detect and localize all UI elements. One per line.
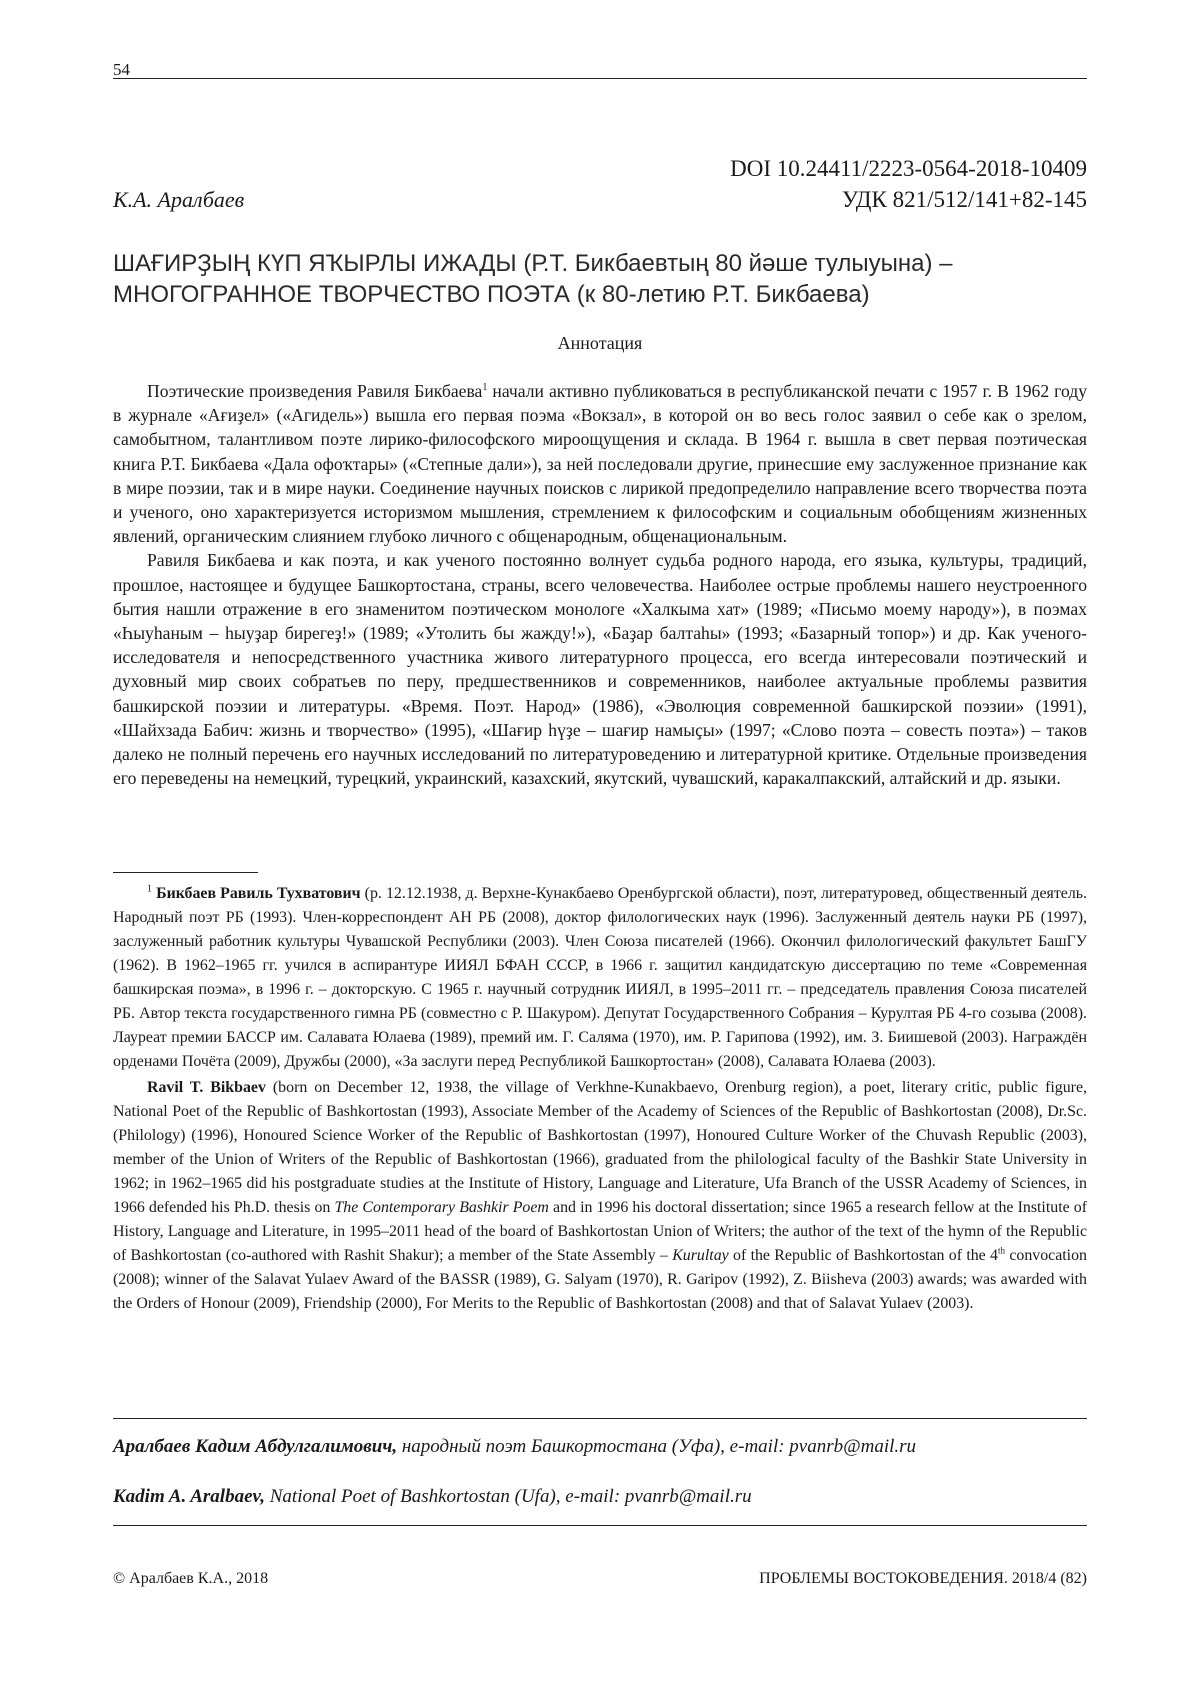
author-name: К.А. Аралбаев — [113, 187, 245, 212]
annotation-p1-start: Поэтические произведения Равиля Бикбаева — [147, 381, 483, 401]
author-info-en-name: Kadim A. Aralbaev, — [113, 1486, 265, 1507]
author-info-english — [113, 1486, 1087, 1508]
footnote-number: 1 — [147, 883, 152, 895]
author-info-ru-name: Аралбаев Кадим Абдулгалимович, — [113, 1436, 398, 1457]
footnote — [113, 882, 1087, 1316]
footnote-ru-name: Бикбаев Равиль Тухватович — [156, 885, 361, 902]
footnote-en-thesis-title: The Contemporary Bashkir Poem — [334, 1199, 549, 1216]
footnote-en-name: Ravil T. Bikbaev — [147, 1079, 266, 1096]
article-title — [113, 248, 1087, 310]
footnote-en-ordinal: th — [998, 1245, 1006, 1256]
annotation-body — [113, 379, 1087, 790]
author-info-russian — [113, 1436, 1087, 1458]
title-line-1: ШАҒИРҘЫҢ КҮП ЯҠЫРЛЫ ИЖАДЫ (Р.Т. Бикбаевтың 80 йәше тулыуына) – — [113, 250, 953, 277]
header-rule — [113, 78, 1087, 79]
footnote-en-text-d: convocation (2008); winner of the Salavat Yulaev Award of the BASSR (1989), G. Salyam (1970), R. Garipov (1992), Z. Biisheva (2003) awards; was awarded with the Orders of Honour (2009), Friendship (2000), For Merits to the Republic of Bashkortostan (2008) and that of Salavat Yulaev (2003). — [113, 1247, 1087, 1312]
annotation-heading: Аннотация — [557, 333, 643, 353]
author-info-en-text: National Poet of Bashkortostan (Ufa), e-mail: pvanrb@mail.ru — [265, 1486, 752, 1507]
footnote-en-kurultay: Kurultay — [672, 1247, 729, 1264]
footnote-separator — [113, 872, 258, 873]
footnote-en-text-c: of the Republic of Bashkortostan of the 4 — [728, 1247, 998, 1264]
annotation-p1-rest: начали активно публиковаться в республиканской печати с 1957 г. В 1962 году в журнале «Ағиҙел» («Агидель») вышла его первая поэма «Вокзал», в которой он во весь голос заявил о себе как о зрелом, самобытном, талантливом поэте лирико-философского мироощущения и склада. В 1964 г. вышла в свет первая поэтическая книга Р.Т. Бикбаева «Дала офоҡтары» («Степные дали»), за ней последовали другие, принесшие ему заслуженное признание как в мире поэзии, так и в мире науки. Соединение научных поисков с лирикой предопределило направление всего творчества поэта и ученого, оно характеризуется историзмом мышления, стремлением к философским и социальным обобщениям жизненных явлений, органическим слиянием глубоко личного с общенародным, общенациональным. — [113, 381, 1087, 547]
footnote-en-text-a: (born on December 12, 1938, the village of Verkhne-Kunakbaevo, Orenburg region), a poet, literary critic, public figure, National Poet of the Republic of Bashkortostan (1993), Associate Member of the Academy of Sciences of the Republic of Bashkortostan (2008), Dr.Sc. (Philology) (1996), Honoured Science Worker of the Republic of Bashkortostan (1997), Honoured Culture Worker of the Chuvash Republic (2003), member of the Union of Writers of the Republic of Bashkortostan (1966), graduated from the philological faculty of the Bashkir State University in 1962; in 1962–1965 did his postgraduate studies at the Institute of History, Language and Literature, Ufa Branch of the USSR Academy of Sciences, in 1966 defended his Ph.D. thesis on — [113, 1079, 1087, 1216]
doi: DOI 10.24411/2223-0564-2018-10409 — [730, 156, 1087, 181]
udk-code: УДК 821/512/141+82-145 — [841, 187, 1087, 212]
title-line-2: МНОГОГРАННОЕ ТВОРЧЕСТВО ПОЭТА (к 80-летию Р.Т. Бикбаева) — [113, 281, 870, 308]
annotation-paragraph-2: Равиля Бикбаева и как поэта, и как ученого постоянно волнует судьба родного народа, его языка, культуры, традиций, прошлое, настоящее и будущее Башкортостана, страны, всего человечества. Наиболее острые проблемы нашего неустроенного бытия нашли отражение в его знаменитом поэтическом монологе «Халкыма хат» (1989; «Письмо моему народу»), в поэмах «Һыуһаным – һыуҙар бирегеҙ!» (1989; «Утолить бы жажду!»), «Баҙар балтаһы» (1993; «Базарный топор») и др. Как ученого-исследователя и непосредственного участника живого литературного процесса, его всегда интересовали поэтический и духовный мир своих собратьев по перу, предшественников и современников, наиболее актуальные проблемы развития башкирской поэзии и литературы. «Время. Поэт. Народ» (1986), «Эволюция современной башкирской поэзии» (1991), «Шайхзада Бабич: жизнь и творчество» (1995), «Шағир һүҙе – шағир намыҫы» (1997; «Слово поэта – совесть поэта») – таков далеко не полный перечень его научных исследований по литературоведению и литературной критике. Отдельные произведения его переведены на немецкий, турецкий, украинский, казахский, якутский, чувашский, каракалпакский, алтайский и др. языки. — [113, 550, 1087, 789]
author-info-ru-text: народный поэт Башкортостана (Уфа), e-mail: pvanrb@mail.ru — [397, 1436, 917, 1457]
page-number: 54 — [113, 60, 130, 79]
footnote-reference: 1 — [482, 382, 488, 394]
footnote-russian — [113, 882, 1087, 1074]
footnote-ru-text: (р. 12.12.1938, д. Верхне-Кунакбаево Оренбургской области), поэт, литературовед, общественный деятель. Народный поэт РБ (1993). Член-корреспондент АН РБ (2008), доктор филологических наук (1996). Заслуженный деятель науки РБ (1997), заслуженный работник культуры Чувашской Республики (2003). Член Союза писателей (1966). Окончил филологический факультет БашГУ (1962). В 1962–1965 гг. учился в аспирантуре ИИЯЛ БФАН СССР, в 1966 г. защитил кандидатскую диссертацию по теме «Современная башкирская поэма», в 1996 г. – докторскую. С 1965 г. научный сотрудник ИИЯЛ, в 1995–2011 гг. – председатель правления Союза писателей РБ. Автор текста государственного гимна РБ (совместно с Р. Шакуром). Депутат Государственного Собрания – Курултая РБ 4-го созыва (2008). Лауреат премии БАССР им. Салавата Юлаева (1989), премий им. Г. Саляма (1970), им. Р. Гарипова (1992), им. З. Биишевой (2003). Награждён орденами Почёта (2009), Дружбы (2000), «За заслуги перед Республикой Башкортостан» (2008), Салавата Юлаева (2003). — [113, 885, 1087, 1070]
footnote-en-text-b: and in 1996 his doctoral dissertation; since 1965 a research fellow at the Institute of History, Language and Literature, in 1995–2011 head of the board of Bashkortostan Union of Writers; the author of the text of the hymn of the Republic of Bashkortostan (co-authored with Rashit Shakur); a member of the State Assembly – — [113, 1199, 1088, 1264]
author-info-top-rule — [113, 1418, 1087, 1419]
annotation-paragraph-1 — [113, 379, 1087, 548]
footer-rule — [113, 1525, 1087, 1526]
footnote-english — [113, 1076, 1087, 1316]
copyright: © Аралбаев К.А., 2018 — [113, 1570, 269, 1587]
journal-name: ПРОБЛЕМЫ ВОСТОКОВЕДЕНИЯ. 2018/4 (82) — [759, 1570, 1087, 1587]
